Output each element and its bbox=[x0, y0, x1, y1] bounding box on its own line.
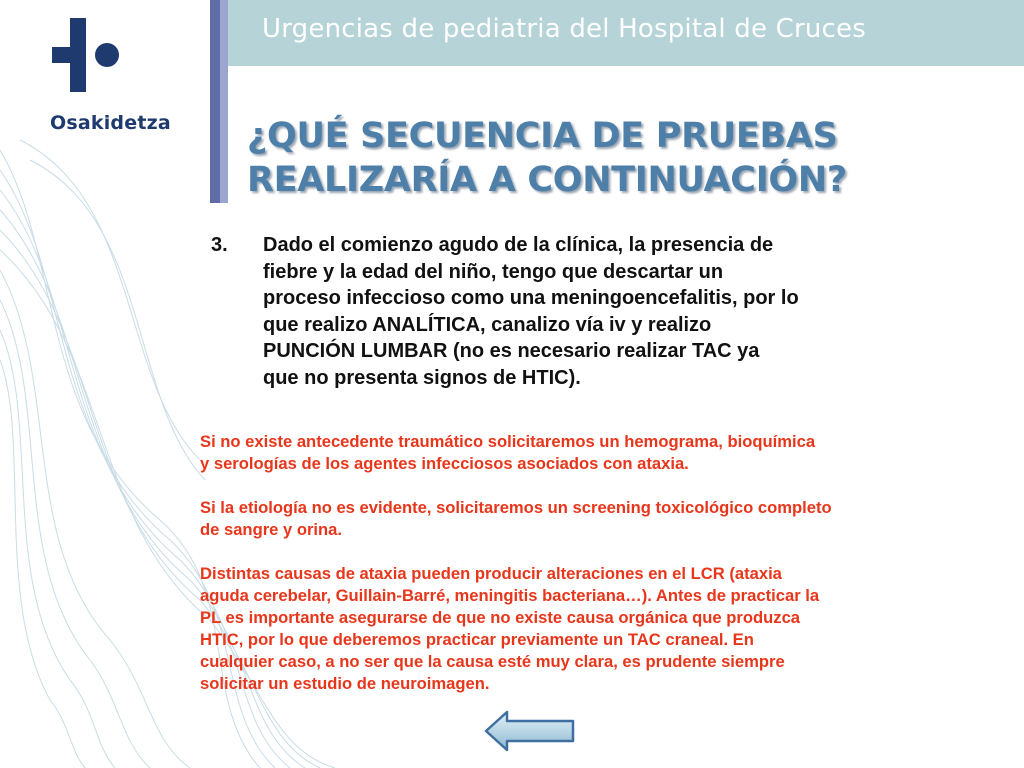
osakidetza-logo-icon bbox=[52, 18, 122, 92]
back-arrow-button[interactable] bbox=[483, 710, 577, 752]
note-line: Si no existe antecedente traumático solicitaremos un hemograma, bioquímica bbox=[200, 432, 816, 451]
note-paragraph bbox=[200, 497, 1000, 541]
item-number: 3. bbox=[211, 234, 228, 256]
note-line: aguda cerebelar, Guillain-Barré, meningitis bacteriana…). Antes de practicar la bbox=[200, 586, 820, 605]
item-line: Dado el comienzo agudo de la clínica, la presencia de bbox=[263, 234, 774, 256]
accent-bar-highlight bbox=[220, 0, 228, 203]
note-line: HTIC, por lo que deberemos practicar previamente un TAC craneal. En bbox=[200, 630, 754, 649]
note-paragraph bbox=[200, 431, 1000, 475]
item-line: que realizo ANALÍTICA, canalizo vía iv y realizo bbox=[263, 313, 712, 336]
note-line: de sangre y orina. bbox=[200, 520, 343, 539]
title-line: ¿QUÉ SECUENCIA DE PRUEBAS bbox=[247, 116, 838, 156]
note-line: Distintas causas de ataxia pueden producir alteraciones en el LCR (ataxia bbox=[200, 564, 782, 583]
slide-title bbox=[247, 114, 1017, 202]
title-line: REALIZARÍA A CONTINUACIÓN? bbox=[247, 160, 847, 200]
logo-text: Osakidetza bbox=[50, 112, 171, 134]
note-line: Si la etiología no es evidente, solicitaremos un screening toxicológico completo bbox=[200, 498, 832, 517]
header-title: Urgencias de pediatria del Hospital de Cruces bbox=[262, 14, 866, 44]
note-line: PL es importante asegurarse de que no existe causa orgánica que produzca bbox=[200, 608, 801, 627]
item-line: proceso infeccioso como una meningoencefalitis, por lo bbox=[263, 287, 799, 309]
item-line: fiebre y la edad del niño, tengo que descartar un bbox=[263, 260, 724, 283]
item-text bbox=[263, 232, 988, 391]
notes-block bbox=[200, 431, 1000, 717]
item-line: PUNCIÓN LUMBAR (no es necesario realizar TAC ya bbox=[263, 340, 760, 362]
item-line: que no presenta signos de HTIC). bbox=[263, 366, 581, 389]
note-line: solicitar un estudio de neuroimagen. bbox=[200, 674, 490, 693]
note-line: cualquier caso, a no ser que la causa esté muy clara, es prudente siempre bbox=[200, 652, 785, 671]
note-line: y serologías de los agentes infecciosos asociados con ataxia. bbox=[200, 454, 689, 473]
note-paragraph bbox=[200, 563, 1000, 695]
